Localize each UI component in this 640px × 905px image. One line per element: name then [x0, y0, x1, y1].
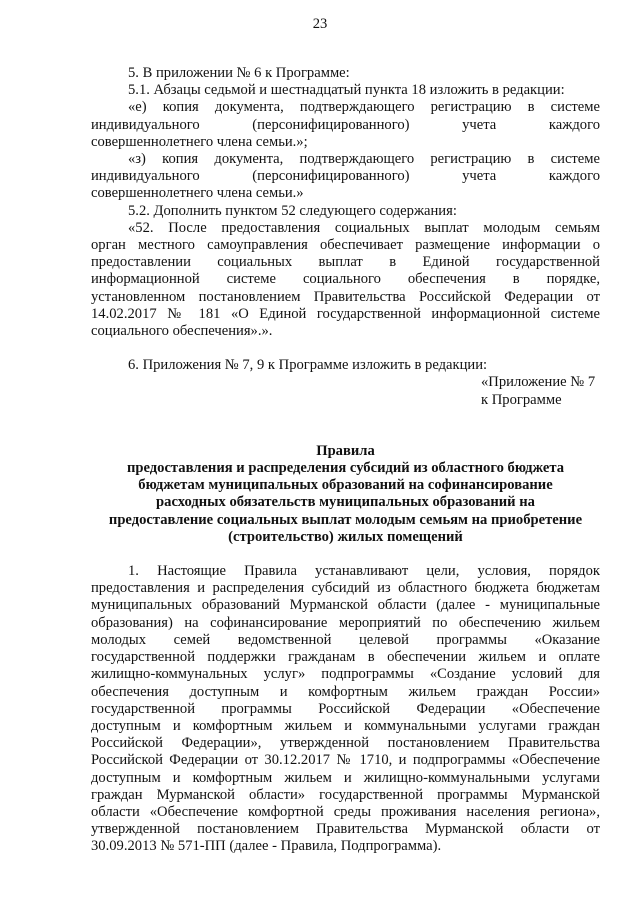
- text-line: «з) копия документа, подтверждающего регистрацию в системе: [128, 151, 600, 168]
- text-line: жилищно-коммунальных услуг» подпрограммы «Создание условий для: [91, 666, 600, 683]
- text-line: 14.02.2017 № 181 «О Единой государственной информационной системе: [91, 305, 600, 322]
- text-line: государственной поддержки гражданам в обеспечении жильем и оплате: [91, 649, 600, 666]
- appendix-ref-line2: к Программе: [481, 391, 562, 408]
- text-line: информационной системе социального обеспечения в порядке,: [91, 271, 600, 288]
- text-line: 1. Настоящие Правила устанавливают цели, условия, порядок: [128, 563, 600, 580]
- rules-subtitle-line: (строительство) жилых помещений: [228, 528, 463, 545]
- text-line: доступным и комфортным жильем и жилищно-коммунальными услугами: [91, 769, 600, 786]
- rules-subtitle-line: бюджетам муниципальных образований на софинансирование: [138, 477, 553, 494]
- text-line: 5.1. Абзацы седьмой и шестнадцатый пункта 18 изложить в редакции:: [128, 82, 565, 99]
- text-line: государственной программы Российской Федерации «Обеспечение: [91, 700, 600, 717]
- rules-title: Правила: [316, 442, 375, 459]
- text-line: совершеннолетнего члена семьи.»;: [91, 133, 308, 150]
- rules-subtitle-line: предоставления и распределения субсидий из областного бюджета: [126, 460, 565, 477]
- text-line: «е) копия документа, подтверждающего регистрацию в системе: [128, 99, 600, 116]
- text-line: доступным и комфортным жильем и коммунальными услугами граждан: [91, 717, 600, 734]
- text-line: индивидуального (персонифицированного) учета каждого: [91, 168, 600, 185]
- section-5-heading: 5. В приложении № 6 к Программе:: [128, 65, 350, 81]
- page-number: 23: [312, 16, 328, 32]
- document-body: [91, 48, 600, 856]
- text-line: образования) на софинансирование мероприятий по обеспечению жильем: [91, 614, 600, 631]
- text-line: молодых семей ведомственной целевой программы «Оказание: [91, 631, 600, 648]
- text-line: Российской Федерации от 30.12.2017 № 1710, и подпрограммы «Обеспечение: [91, 752, 600, 769]
- text-line: граждан Мурманской области» государственной программы Мурманской: [91, 786, 600, 803]
- text-line: социального обеспечения».».: [91, 323, 273, 340]
- text-line: 30.09.2013 № 571-ПП (далее - Правила, Подпрограмма).: [91, 838, 442, 855]
- text-line: орган местного самоуправления обеспечивает размещение информации о: [91, 237, 600, 254]
- text-line: утвержденной постановлением Правительства Мурманской области от: [91, 821, 600, 838]
- text-line: индивидуального (персонифицированного) учета каждого: [91, 116, 600, 133]
- text-line: установленном постановлением Правительства Российской Федерации от: [91, 288, 600, 305]
- rules-subtitle-line: расходных обязательств муниципальных образований на: [156, 494, 535, 511]
- text-line: совершеннолетнего члена семьи.»: [91, 185, 304, 202]
- text-line: обеспечения доступным и комфортным жильем граждан России»: [91, 683, 600, 700]
- appendix-ref-line1: «Приложение № 7: [481, 374, 596, 391]
- rules-subtitle-line: предоставление социальных выплат молодым семьям на приобретение: [108, 511, 583, 528]
- text-line: Российской Федерации», утвержденной постановлением Правительства: [91, 735, 600, 752]
- text-line: предоставления и распределения субсидий из областного бюджета бюджетам: [91, 580, 600, 597]
- text-line: области «Обеспечение комфортной среды проживания населения региона»,: [91, 803, 600, 820]
- text-line: «52. После предоставления социальных выплат молодым семьям: [128, 219, 600, 236]
- text-line: 5.2. Дополнить пунктом 52 следующего содержания:: [128, 202, 457, 219]
- text-line: предоставлении социальных выплат в Единой государственной: [91, 254, 600, 271]
- section-6-heading: 6. Приложения № 7, 9 к Программе изложить в редакции:: [128, 357, 488, 374]
- text-line: муниципальных образований Мурманской области (далее - муниципальные: [91, 597, 600, 614]
